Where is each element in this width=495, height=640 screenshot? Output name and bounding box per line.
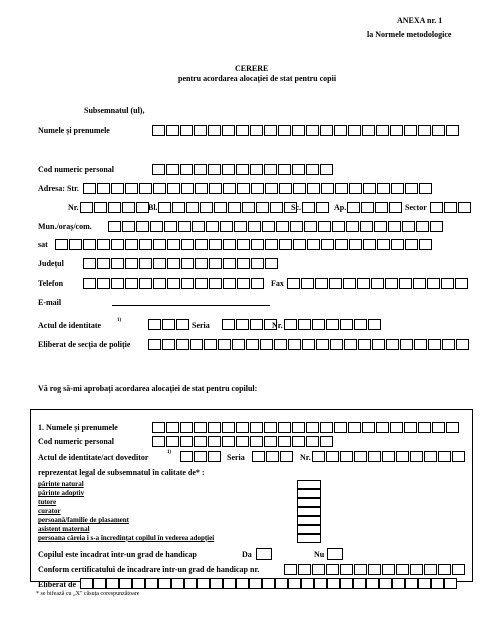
- child-series-label: Seria: [227, 453, 245, 462]
- option-guardian: tutore: [38, 498, 57, 506]
- checkbox-guardian[interactable]: [297, 498, 321, 507]
- phone-label: Telefon: [38, 279, 64, 288]
- child-number-label: Nr.: [300, 453, 311, 462]
- checkbox-maternal-assistant[interactable]: [297, 525, 321, 534]
- id-doc-footnote-ref: 1): [117, 318, 122, 323]
- child-id-doc-boxes[interactable]: [180, 451, 222, 462]
- checkbox-adoption-custody[interactable]: [297, 534, 321, 543]
- footnote: * se bifează cu „X" căsuța corespunzătoare: [36, 591, 140, 597]
- child-series-boxes[interactable]: [252, 451, 294, 462]
- option-foster-family: persoană/familie de plasament: [38, 516, 129, 524]
- undersigned-label: Subsemnatul (ul),: [84, 106, 145, 115]
- child-issued-by-boxes[interactable]: [80, 578, 457, 589]
- request-text: Vă rog să-mi aprobați acordarea alocației de stat pentru copilul:: [38, 384, 258, 393]
- annex-subtitle: la Normele metodologice: [367, 30, 452, 39]
- bl-label: Bl.: [148, 203, 158, 212]
- applicant-name-label: Numele și prenumele: [38, 126, 110, 135]
- email-line[interactable]: [112, 305, 270, 306]
- county-boxes[interactable]: [83, 258, 279, 269]
- option-maternal-assistant: asistent maternal: [38, 525, 90, 533]
- fax-label: Fax: [271, 279, 284, 288]
- county-label: Județul: [38, 259, 64, 268]
- certificate-boxes[interactable]: [284, 564, 466, 575]
- handicap-yes-checkbox[interactable]: [256, 548, 272, 560]
- checkbox-adoptive-parent[interactable]: [297, 489, 321, 498]
- city-label: Mun./oraș/com.: [38, 222, 92, 231]
- fax-boxes[interactable]: [287, 278, 469, 289]
- address-label: Adresa: Str.: [38, 184, 79, 193]
- nr-boxes[interactable]: [80, 202, 150, 213]
- checkbox-natural-parent[interactable]: [297, 480, 321, 489]
- option-adoptive-parent: părinte adoptiv: [38, 489, 85, 497]
- legal-rep-label: reprezentat legal de subsemnatul în calitate de* :: [38, 468, 205, 477]
- handicap-no-label: Nu: [314, 550, 325, 559]
- number-label: Nr.: [272, 321, 283, 330]
- checkbox-curator[interactable]: [297, 507, 321, 516]
- issued-by-boxes[interactable]: [148, 339, 470, 350]
- form-subtitle: pentru acordarea alocației de stat pentru copii: [178, 74, 337, 83]
- child-name-label: 1. Numele și prenumele: [38, 423, 118, 432]
- child-name-boxes[interactable]: [152, 422, 460, 433]
- ap-label: Ap.: [334, 203, 347, 212]
- option-adoption-custody: persoana căreia i s-a încredințat copilul în vederea adopției: [38, 534, 215, 542]
- nr-label: Nr.: [68, 203, 79, 212]
- applicant-cnp-label: Cod numeric personal: [38, 165, 114, 174]
- checkbox-foster-family[interactable]: [297, 516, 321, 525]
- child-cnp-label: Cod numeric personal: [38, 437, 114, 446]
- phone-boxes[interactable]: [83, 278, 265, 289]
- handicap-no-checkbox[interactable]: [327, 548, 343, 560]
- child-cnp-boxes[interactable]: [152, 436, 334, 447]
- certificate-label: Conform certificatului de încadrare într-un grad de handicap nr.: [38, 565, 260, 574]
- email-label: E-mail: [38, 298, 62, 307]
- street-boxes[interactable]: [83, 183, 433, 194]
- series-boxes[interactable]: [222, 319, 278, 330]
- village-label: sat: [38, 240, 48, 249]
- option-natural-parent: părinte natural: [38, 480, 84, 488]
- option-curator: curator: [38, 507, 61, 515]
- form-title: CERERE: [235, 64, 269, 73]
- number-boxes[interactable]: [284, 319, 382, 330]
- child-id-doc-footnote-ref: 1): [167, 450, 172, 455]
- annex-number: ANEXA nr. 1: [397, 16, 443, 25]
- bl-boxes[interactable]: [158, 202, 298, 213]
- ap-boxes[interactable]: [347, 202, 403, 213]
- handicap-yes-label: Da: [242, 550, 252, 559]
- sector-boxes[interactable]: [430, 202, 472, 213]
- sc-boxes[interactable]: [302, 202, 330, 213]
- village-boxes[interactable]: [55, 239, 433, 250]
- sector-label: Sector: [405, 203, 427, 212]
- id-doc-label: Actul de identitate: [38, 321, 102, 330]
- issued-by-label: Eliberat de secția de poliție: [38, 340, 131, 349]
- id-doc-boxes[interactable]: [148, 319, 190, 330]
- sc-label: Sc.: [291, 203, 301, 212]
- handicap-label: Copilul este încadrat într-un grad de handicap: [38, 550, 197, 559]
- applicant-cnp-boxes[interactable]: [152, 164, 334, 175]
- child-id-doc-label: Actul de identitate/act doveditor: [38, 453, 149, 462]
- child-issued-by-label: Eliberat de: [38, 580, 76, 589]
- applicant-name-boxes[interactable]: [152, 125, 460, 136]
- series-label: Seria: [192, 321, 210, 330]
- child-number-boxes[interactable]: [312, 451, 466, 462]
- city-boxes[interactable]: [108, 221, 444, 232]
